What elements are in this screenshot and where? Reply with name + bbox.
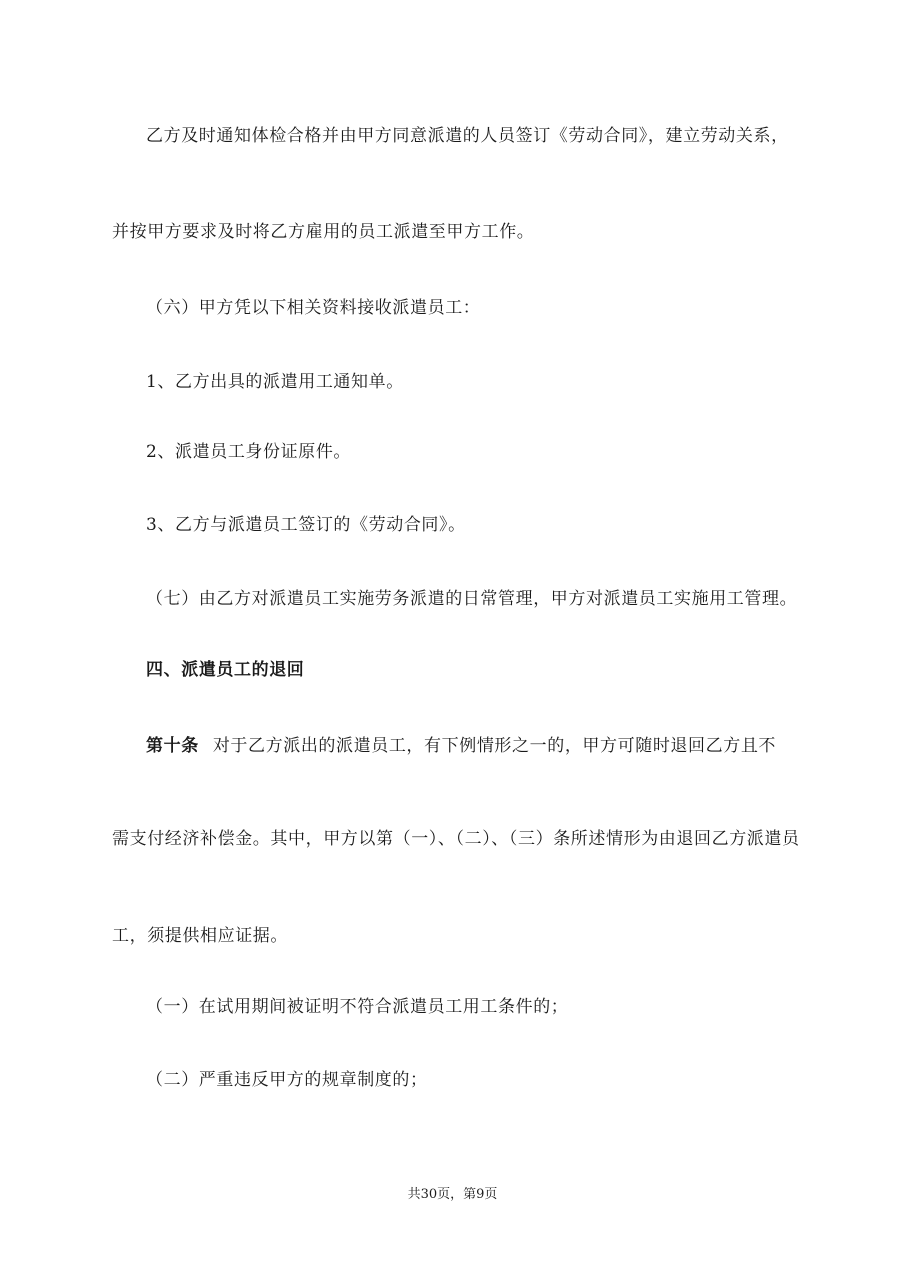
paragraph-line: 乙方及时通知体检合格并由甲方同意派遣的人员签订《劳动合同》，建立劳动关系，	[146, 126, 789, 146]
section-heading: 四、派遣员工的退回	[146, 660, 305, 680]
article-line: 工，须提供相应证据。	[112, 926, 288, 946]
list-item: 1、乙方出具的派遣用工通知单。	[146, 372, 404, 392]
list-item: 2、派遣员工身份证原件。	[146, 442, 352, 462]
list-item: （二）严重违反甲方的规章制度的；	[146, 1070, 428, 1090]
list-item: （一）在试用期间被证明不符合派遣员工用工条件的；	[146, 997, 569, 1017]
list-item-heading: （七）由乙方对派遣员工实施劳务派遣的日常管理，甲方对派遣员工实施用工管理。	[146, 589, 798, 609]
list-item: 3、乙方与派遣员工签订的《劳动合同》。	[146, 515, 466, 535]
article-line	[146, 734, 776, 758]
paragraph-line: 并按甲方要求及时将乙方雇用的员工派遣至甲方工作。	[112, 222, 535, 242]
article-label: 第十条	[146, 736, 199, 756]
list-item-heading: （六）甲方凭以下相关资料接收派遣员工：	[146, 298, 481, 318]
page-footer: 共30页，第9页	[407, 1187, 498, 1202]
article-line: 需支付经济补偿金。其中，甲方以第（一）、（二）、（三）条所述情形为由退回乙方派遣员	[112, 829, 800, 849]
article-text: 对于乙方派出的派遣员工，有下例情形之一的，甲方可随时退回乙方且不	[212, 736, 777, 756]
